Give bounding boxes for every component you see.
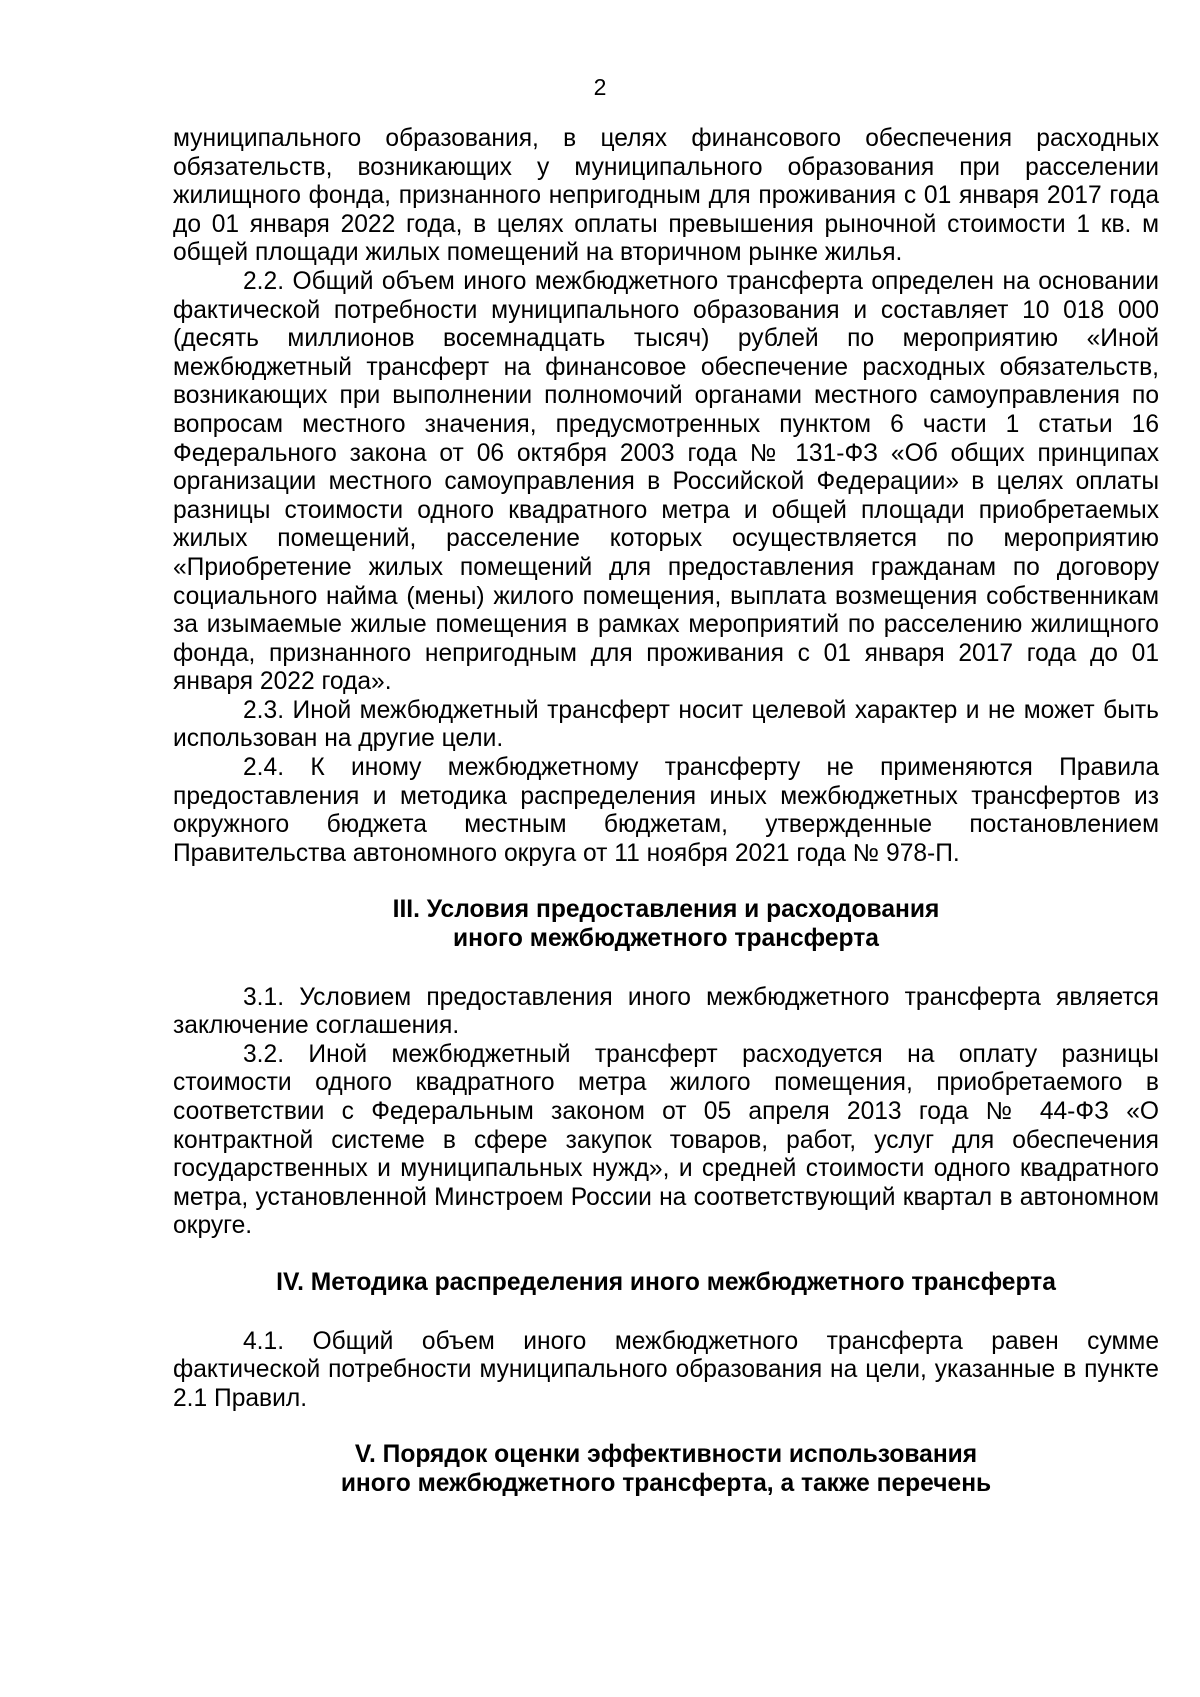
paragraph-4-1: 4.1. Общий объем иного межбюджетного трансферта равен сумме фактической потребности муниципального образования на цели, указанные в пункте 2.1 Правил. <box>173 1327 1159 1412</box>
section-5-heading <box>173 1441 1159 1498</box>
paragraph-2-1-continuation: муниципального образования, в целях финансового обеспечения расходных обязательств, возникающих у муниципального образования при расселении жилищного фонда, признанного непригодным для проживания с 01 января 2017 года до 01 января 2022 года, в целях оплаты превышения рыночной стоимости 1 кв. м общей площади жилых помещений на вторичном рынке жилья. <box>173 125 1159 267</box>
section-3-heading-line1: III. Условия предоставления и расходования <box>392 896 940 924</box>
paragraph-2-4: 2.4. К иному межбюджетному трансферту не применяются Правила предоставления и методика распределения иных межбюджетных трансфертов из окружного бюджета местным бюджетам, утвержденные постановлением Правительства автономного округа от 11 ноября 2021 года № 978-П. <box>173 754 1159 867</box>
paragraph-2-3: 2.3. Иной межбюджетный трансферт носит целевой характер и не может быть использован на другие цели. <box>173 696 1159 753</box>
section-3-heading <box>173 896 1159 953</box>
paragraph-2-2: 2.2. Общий объем иного межбюджетного трансферта определен на основании фактической потребности муниципального образования и составляет 10 018 000 (десять миллионов восемнадцать тысяч) рублей по мероприятию «Иной межбюджетный трансферт на финансовое обеспечение расходных обязательств, возникающих при выполнении полномочий органами местного самоуправления по вопросам местного значения, предусмотренных пунктом 6 части 1 статьи 16 Федерального закона от 06 октября 2003 года № 131-ФЗ «Об общих принципах организации местного самоуправления в Российской Федерации» в целях оплаты разницы стоимости одного квадратного метра и общей площади приобретаемых жилых помещений, расселение которых осуществляется по мероприятию «Приобретение жилых помещений для предоставления гражданам по договору социального найма (мены) жилого помещения, выплата возмещения собственникам за изымаемые жилые помещения в рамках мероприятий по расселению жилищного фонда, признанного непригодным для проживания с 01 января 2017 года до 01 января 2022 года». <box>173 267 1159 696</box>
page-number: 2 <box>593 74 607 100</box>
section-5-heading-line2: иного межбюджетного трансферта, а также перечень <box>340 1469 992 1497</box>
section-3-heading-line2: иного межбюджетного трансферта <box>453 925 879 953</box>
section-5-heading-line1: V. Порядок оценки эффективности использования <box>354 1441 978 1469</box>
document-body <box>173 125 1159 1499</box>
paragraph-3-1: 3.1. Условием предоставления иного межбюджетного трансферта является заключение соглашения. <box>173 983 1159 1040</box>
section-4-heading: IV. Методика распределения иного межбюджетного трансферта <box>276 1268 1056 1296</box>
paragraph-3-2: 3.2. Иной межбюджетный трансферт расходуется на оплату разницы стоимости одного квадратного метра жилого помещения, приобретаемого в соответствии с Федеральным законом от 05 апреля 2013 года № 44-ФЗ «О контрактной системе в сфере закупок товаров, работ, услуг для обеспечения государственных и муниципальных нужд», и средней стоимости одного квадратного метра, установленной Минстроем России на соответствующий квартал в автономном округе. <box>173 1040 1159 1240</box>
